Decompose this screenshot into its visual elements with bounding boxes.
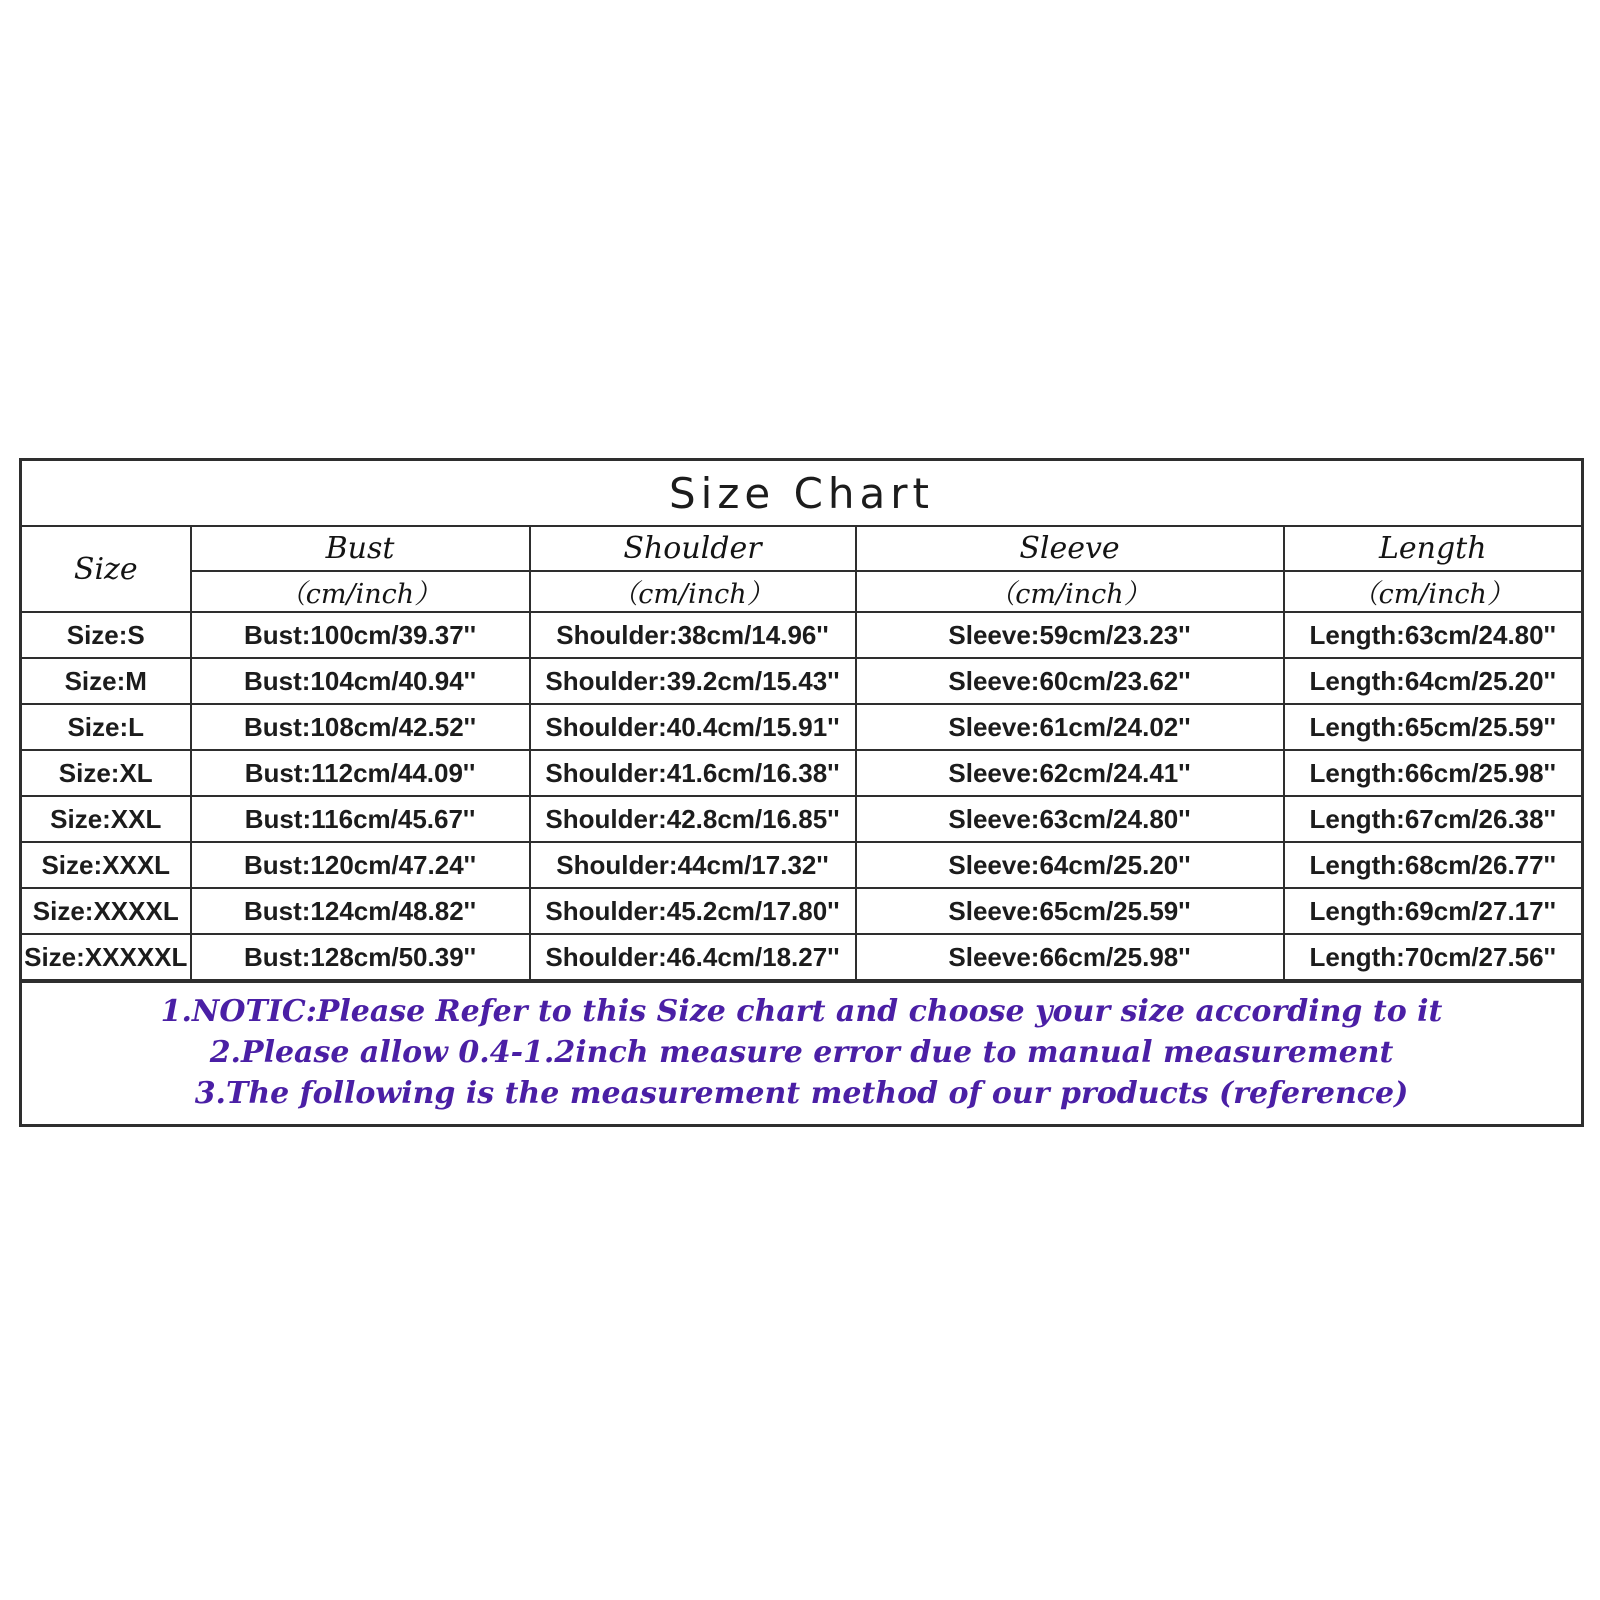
cell-size: Size:XXXXXL xyxy=(21,934,191,981)
cell-size: Size:XXL xyxy=(21,796,191,842)
cell-length: Length:66cm/25.98'' xyxy=(1284,750,1583,796)
note-line-3: 3.The following is the measurement method of our products (reference) xyxy=(194,1076,1409,1111)
column-header-shoulder: Shoulder xyxy=(530,526,856,571)
page-title: Size Chart xyxy=(21,460,1583,527)
table-row-size-l xyxy=(21,704,1583,750)
cell-sleeve: Sleeve:64cm/25.20'' xyxy=(856,842,1284,888)
cell-sleeve: Sleeve:61cm/24.02'' xyxy=(856,704,1284,750)
cell-length: Length:68cm/26.77'' xyxy=(1284,842,1583,888)
cell-sleeve: Sleeve:66cm/25.98'' xyxy=(856,934,1284,981)
cell-size: Size:XXXL xyxy=(21,842,191,888)
cell-length: Length:63cm/24.80'' xyxy=(1284,612,1583,658)
cell-size: Size:S xyxy=(21,612,191,658)
table-row-size-xxxxxl xyxy=(21,934,1583,981)
cell-size: Size:XXXXL xyxy=(21,888,191,934)
cell-bust: Bust:120cm/47.24'' xyxy=(191,842,530,888)
table-row-size-xxxl xyxy=(21,842,1583,888)
notes-cell xyxy=(21,981,1583,1126)
cell-length: Length:69cm/27.17'' xyxy=(1284,888,1583,934)
column-header-sleeve: Sleeve xyxy=(856,526,1284,571)
cell-shoulder: Shoulder:38cm/14.96'' xyxy=(530,612,856,658)
cell-bust: Bust:100cm/39.37'' xyxy=(191,612,530,658)
cell-size: Size:M xyxy=(21,658,191,704)
cell-bust: Bust:128cm/50.39'' xyxy=(191,934,530,981)
size-chart-table xyxy=(19,458,1584,1127)
cell-length: Length:64cm/25.20'' xyxy=(1284,658,1583,704)
cell-shoulder: Shoulder:42.8cm/16.85'' xyxy=(530,796,856,842)
column-unit-bust: （cm/inch） xyxy=(191,571,530,612)
table-row-size-xxl xyxy=(21,796,1583,842)
cell-length: Length:67cm/26.38'' xyxy=(1284,796,1583,842)
note-line-1: 1.NOTIC:Please Refer to this Size chart and choose your size according to it xyxy=(160,994,1443,1029)
note-line-2: 2.Please allow 0.4-1.2inch measure error due to manual measurement xyxy=(209,1035,1394,1070)
cell-bust: Bust:124cm/48.82'' xyxy=(191,888,530,934)
cell-bust: Bust:116cm/45.67'' xyxy=(191,796,530,842)
cell-size: Size:XL xyxy=(21,750,191,796)
cell-shoulder: Shoulder:44cm/17.32'' xyxy=(530,842,856,888)
column-header-bust: Bust xyxy=(191,526,530,571)
column-unit-row xyxy=(21,571,1583,612)
cell-sleeve: Sleeve:65cm/25.59'' xyxy=(856,888,1284,934)
title-row xyxy=(21,460,1583,527)
column-header-length: Length xyxy=(1284,526,1583,571)
cell-shoulder: Shoulder:46.4cm/18.27'' xyxy=(530,934,856,981)
cell-shoulder: Shoulder:40.4cm/15.91'' xyxy=(530,704,856,750)
cell-bust: Bust:104cm/40.94'' xyxy=(191,658,530,704)
cell-length: Length:65cm/25.59'' xyxy=(1284,704,1583,750)
cell-sleeve: Sleeve:59cm/23.23'' xyxy=(856,612,1284,658)
cell-sleeve: Sleeve:60cm/23.62'' xyxy=(856,658,1284,704)
cell-shoulder: Shoulder:41.6cm/16.38'' xyxy=(530,750,856,796)
cell-sleeve: Sleeve:63cm/24.80'' xyxy=(856,796,1284,842)
column-unit-length: （cm/inch） xyxy=(1284,571,1583,612)
cell-bust: Bust:112cm/44.09'' xyxy=(191,750,530,796)
column-unit-sleeve: （cm/inch） xyxy=(856,571,1284,612)
table-row-size-s xyxy=(21,612,1583,658)
cell-sleeve: Sleeve:62cm/24.41'' xyxy=(856,750,1284,796)
cell-bust: Bust:108cm/42.52'' xyxy=(191,704,530,750)
cell-size: Size:L xyxy=(21,704,191,750)
column-unit-shoulder: （cm/inch） xyxy=(530,571,856,612)
cell-length: Length:70cm/27.56'' xyxy=(1284,934,1583,981)
cell-shoulder: Shoulder:45.2cm/17.80'' xyxy=(530,888,856,934)
table-row-size-xxxxl xyxy=(21,888,1583,934)
column-header-row xyxy=(21,526,1583,571)
table-row-size-xl xyxy=(21,750,1583,796)
table-row-size-m xyxy=(21,658,1583,704)
notes-row xyxy=(21,981,1583,1126)
column-header-size: Size xyxy=(21,526,191,612)
cell-shoulder: Shoulder:39.2cm/15.43'' xyxy=(530,658,856,704)
